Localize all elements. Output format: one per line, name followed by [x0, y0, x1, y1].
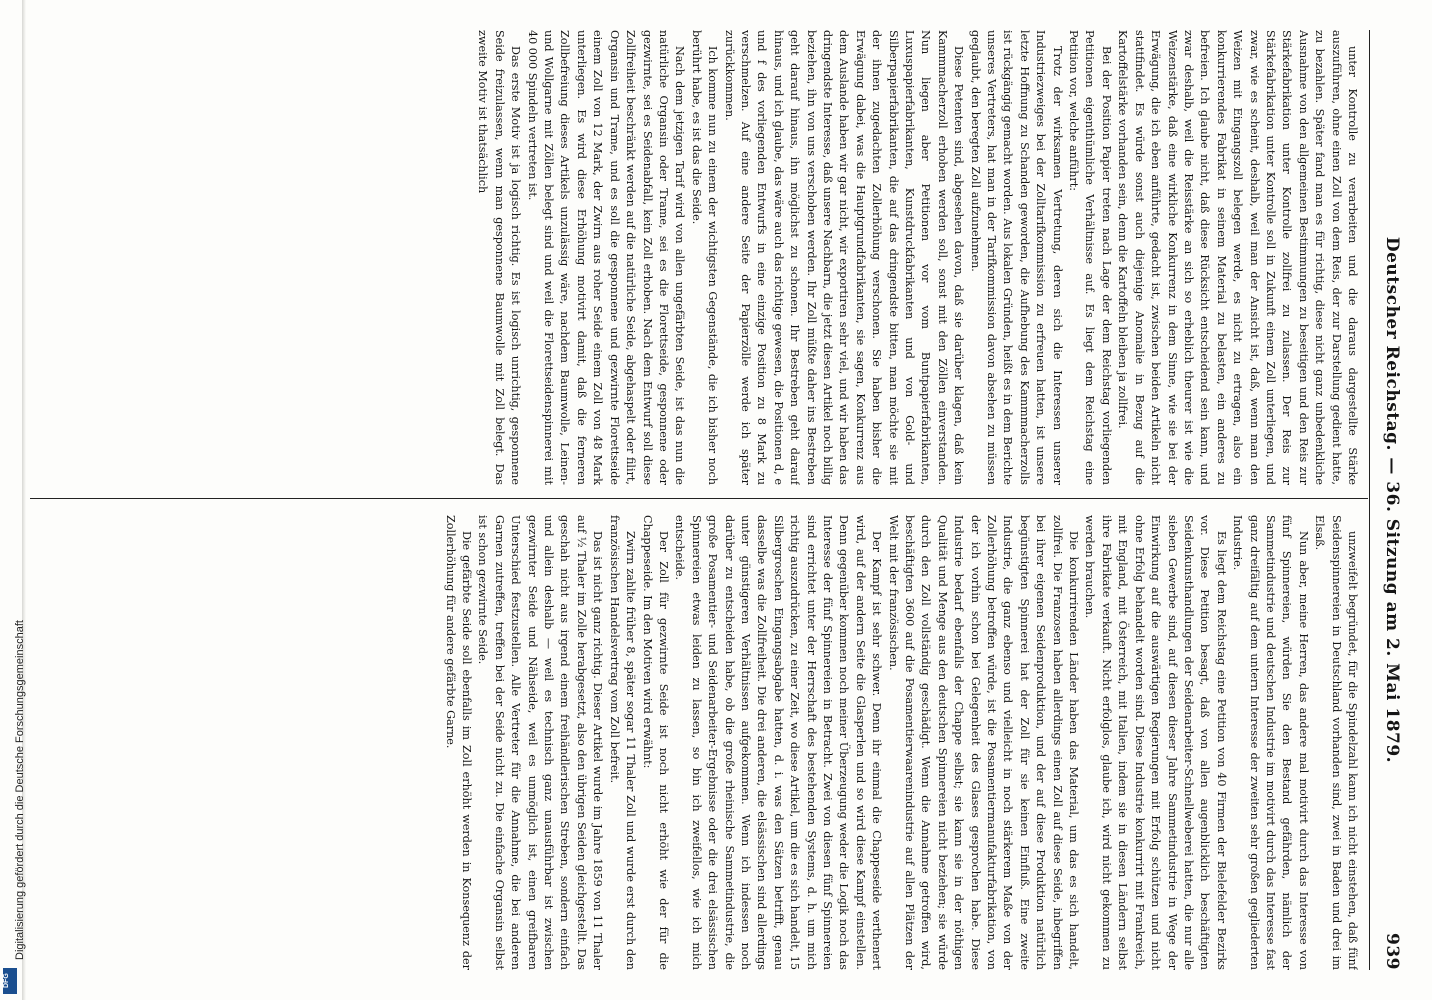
- left-column-paragraph: Das erste Motiv ist ja logisch richtig. Es ist logisch unrichtig, gesponnene Seide freizulassen, wenn man gesponnene Baumwolle mit Zoll belegt. Das zweite Motiv ist thatsächlich: [476, 30, 523, 485]
- right-column: [30, 515, 1360, 970]
- right-column-paragraph: Der Kampf ist sehr schwer. Denn ihr einmal die Chappeseide verthenert wird, auf der andern Seite die Glasperlen und so wird diese Kampf einstellen. Denn gegenüber kommen noch meiner Überzeugung weder die Logik noch das Interesse der fünf Spinnereien in Betracht. Zwei von diesen fünf Spinnereien sind errichtet unter der Herrschaft des bestehenden Systems, d. h. um mich richtig auszudrücken, zu einer Zeit, wo diese Artikel, um die es sich handelt, 15 Silbergroschen Eingangsabgabe hatten, d. i. was den Sätzen betrifft, genau dasselbe was die Zollfreiheit. Die drei anderen, die elsässischen sind allerdings unter günstigeren Verhältnissen aufgekommen. Wenn ich indessen noch darüber zu entscheiden habe, ob die große rheinische Sammetindustrie, die große Posamentier- und Seidenarbeiter-Ergebnisse oder die drei elsässischen Spinnereien etwas leiden zu lassen, so bin ich zweifellos, wie ich mich entscheide.: [673, 515, 884, 970]
- left-column: [30, 30, 1360, 485]
- digitization-credit: [0, 0, 26, 1000]
- right-column-paragraph: Der Zoll für gezwirnte Seide ist noch nicht erhöht wie der für die Chappeseide. Im den Motiven wird erwähnt:: [640, 515, 670, 970]
- right-column-paragraph: unzweifelt begründet, für die Spindelzahl kann ich nicht einstehen, daß fünf Seidenspinnereien in Deutschland vorhanden sind, zwei in Baden und drei im Elsaß.: [1313, 515, 1359, 970]
- left-column-paragraph: unter Kontrolle zu verarbeiten und die daraus dargestellte Stärke auszuführen, ohne einen Zoll von dem Reis, der zur Darstellung gedient hatte, zu bezahlen. Später fand man es für richtig, diese nicht ganz unbedenkliche Ausnahme von den allgemeinen Bestimmungen zu beseitigen und den Reis zur Stärkefabrikation unter Kontrolle zollfrei zu zulassen. Der Reis zur Stärkefabrikation unter Kontrolle soll in Zukunft einem Zoll unterliegen, und zwar, wie es scheint, deshalb, weil man der Ansicht ist, daß, wenn man den Weizen mit Eingangszoll belegen werde, es nicht zu ertragen, also ein konkurrierendes Fabrikat in seinem Material zu belasten, ein anderes zu befreien. Ich glaube nicht, daß diese Rücksicht entscheidend sein kann, und zwar deshalb, weil die Reisstärke an sich so erheblich theurer ist wie die Weizenstärke, daß eine wirkliche Konkurrenz in dem Sinne, wie sie bei der Erwägung, die ich eben anführte, gedacht ist, zwischen beiden Artikeln nicht stattfindet. Es würde sonst auch diejenige Anomalie in Bezug auf die Kartoffelstärke vorhanden sein, denn die Kartoffeln bleiben ja zollfrei.: [1116, 30, 1359, 485]
- left-column-paragraph: Trotz der wirksamen Vertretung, deren sich die Interessen unserer Industriezweiges bei der Zolltarifkommission zu erfreuen hatten, ist unsere letzte Hoffnung zu Schanden geworden, die Aufhebung des Kammmacherzolls ist rückgängig gemacht worden. Aus lokalen Gründen, heißt es in dem Berichte unseres Vertreters, hat man in der Tarifkommission davon absehen zu müssen geglaubt, den beregten Zoll aufzunehmen.: [968, 30, 1064, 485]
- left-column-paragraph: Ich komme nun zu einem der wichtigsten Gegenstände, die ich bisher noch berührt habe, es ist das die Seide.: [689, 30, 720, 485]
- left-column-paragraph: Bei der Position Papier treten nach Lage der dem Reichstag vorliegenden Petitionen eigenthümliche Verhältnisse auf. Es liegt dem Reichstag eine Petition vor, welche anführt:: [1067, 30, 1113, 485]
- right-column-paragraph: Das ist nicht ganz richtig. Dieser Artikel wurde im Jahre 1859 von 11 Thaler auf ½ Thaler im Zolle herabgesetzt, also den übrigen Seiden gleichgestellt. Das geschah nicht aus irgend einem freihändlerischen Streben, sondern einfach und allein deshalb — weil es technisch ganz unausführbar ist zwischen gezwirnter Seide und Nähseide, weil es unmöglich ist, einen greifbaren Unterschied festzustellen. Alle Vertreter für die Annahme, die bei anderen Garnen zutreffen, treffen bei der Seide nicht zu. Die einfache Organsin selbst ist schon gezwirnte Seide.: [476, 515, 605, 970]
- page-number: 939: [1382, 933, 1402, 970]
- right-column-paragraph: Nun aber, meine Herren, das andere mal motivirt durch das Interesse von fünf Spinnereien, würden Sie den Bestand gefährden, nämlich der Sammetindustrie und deutschen Industrie im motivirt durch das Interesse fast ganz dreifältig auf dem untern Interesse der zweiten sehr großen gegliederten Industrie.: [1231, 515, 1310, 970]
- right-column-paragraph: Es liegt dem Reichstag eine Petition von 40 Firmen der Bielefelder Bezirks vor. Diese Petition besagt, daß von allen augenblicklich beschäftigten Seidenkunsthandlungen der Seidenarbeiter-Schnellweberei hatten, die nur alle sieben Gewerbe sind, auf diesen dieser Jahre Sammetindustrie in Wege der Einwirkung auf die auswärtigen Regierungen mit Erfolg schützen und nicht ohne Erfolg behandelt worden sind. Diese Industrie konkurrirt mit Frankreich, mit England, mit Österreich, mit Italien, indem sie in diesen Ländern selbst ihre Fabrikate verkauft. Nicht erfolglos, glaube ich, wird nicht gekommen zu werden brauchen.: [1083, 515, 1228, 970]
- left-column-paragraph: Nach dem jetzigen Tarif wird von allen ungefärbten Seide, ist das nun die natürliche Organsin oder Trame, sei es die Florettseide, gesponnene oder gezwirnte, sei es Seidenabfall, kein Zoll erhoben. Nach dem Entwurf soll diese Zollfreiheit beschränkt werden auf die natürliche Seide, abgehaspelt oder filirt, Organsin und Trame, und es soll die gesponnene und gezwirnte Florettseide einem Zoll von 12 Mark, der Zwirn aus roher Seide einem Zoll von 48 Mark unterliegen. Es wird diese Erhöhung motivirt damit, daß die ferneren Zollbefreiung dieses Artikels unzulässig wäre, nachdem Baumwolle, Leinen- und Wollgarne mit Zöllen belegt sind und weil die Florettseidenspinnerei mit 40 000 Spindeln vertreten ist.: [525, 30, 687, 485]
- column-divider: [30, 498, 1368, 499]
- right-column-paragraph: Die konkurrirenden Länder haben das Material, um das es sich handelt, zollfrei. Die Franzosen haben allerdings einen Zoll auf diese Seide, inbegriffen bei ihrer eigenen Seidenproduktion, und der auf diese Produktion natürlich begünstigten Spinnerei hat der Zoll für sie keinen Einfluß. Eine zweite Industrie, die ganz ebenso und vielleicht in noch stärkerem Maße von der Zollerhöhung betroffen würde, ist die Posamentiermanufakturfabrikation, von der ich vorhin schon bei Gelegenheit des Glases gesprochen habe. Diese Industrie bedarf ebenfalls der Chappe selbst; sie kann sie in der nöthigen Qualität und Menge aus den deutschen Spinnereien nicht beziehen; sie würde durch den Zoll vollständig geschädigt. Wenn die Annahme getroffen wird, beschäftigten 3600 auf die Posamentierwaarenindustrie auf allen Plätzen der Welt mit der französischen.: [886, 515, 1081, 970]
- printed-page: [20, 0, 1420, 1000]
- header-title: Deutscher Reichstag. — 36. Sitzung am 2. Mai 1879.: [1382, 236, 1402, 764]
- left-column-paragraph: Diese Petenten sind, abgesehen davon, daß sie darüber klagen, daß kein Kammmacherzoll erhoben werden soll, sonst mit den Zöllen einverstanden. Nun liegen aber Petitionen vor vom Buntpapierfabrikanten, Luxuspapierfabrikanten, Kunstdruckfabrikanten und von Gold- und Silberpapierfabrikanten, die auf das dringendste bitten, man möchte sie mit der ihnen zugedachten Zollerhöhung verschonen. Sie haben bisher die Erwägung dabei, was die Hauptgrundfabrikanten, sie sagen, Konkurrenz aus dem Auslande haben wir gar nicht, wir exportiren sehr viel, und wir haben das dringendste Interesse, daß unsere Nachbarn, die jetzt diesen Artikel noch billig beziehen, ihn von uns verschoben werden. Ihr Zoll müßte daher ins Bestreben geht darauf hinaus, ihn möglichst zu schonen. Ihr Bestreben geht darauf hinaus, und ich glaube, das wäre auch das richtige gewesen, die Positionen d, e und f des vorliegenden Entwurfs in eine einzige Position zu 8 Mark zu verschmelzen. Auf eine andere Seite der Papierzölle werde ich später zurückkommen.: [722, 30, 966, 485]
- dfg-logo: DFG: [3, 968, 17, 994]
- right-column-paragraph: Zwirn zahlte früher 8, später sogar 11 Thaler Zoll und wurde erst durch den französischen Handelsvertrag vom Zoll befreit.: [607, 515, 638, 970]
- running-header: [1372, 30, 1402, 970]
- credit-text: Digitalisierung gefördert durch die Deutsche Forschungsgemeinschaft: [14, 620, 26, 960]
- right-column-paragraph: Die gefärbte Seide soll ebenfalls im Zoll erhöht werden in Konsequenz der Zollerhöhung für andere gefärbte Garne.: [443, 515, 474, 970]
- header-rule: [1369, 30, 1370, 970]
